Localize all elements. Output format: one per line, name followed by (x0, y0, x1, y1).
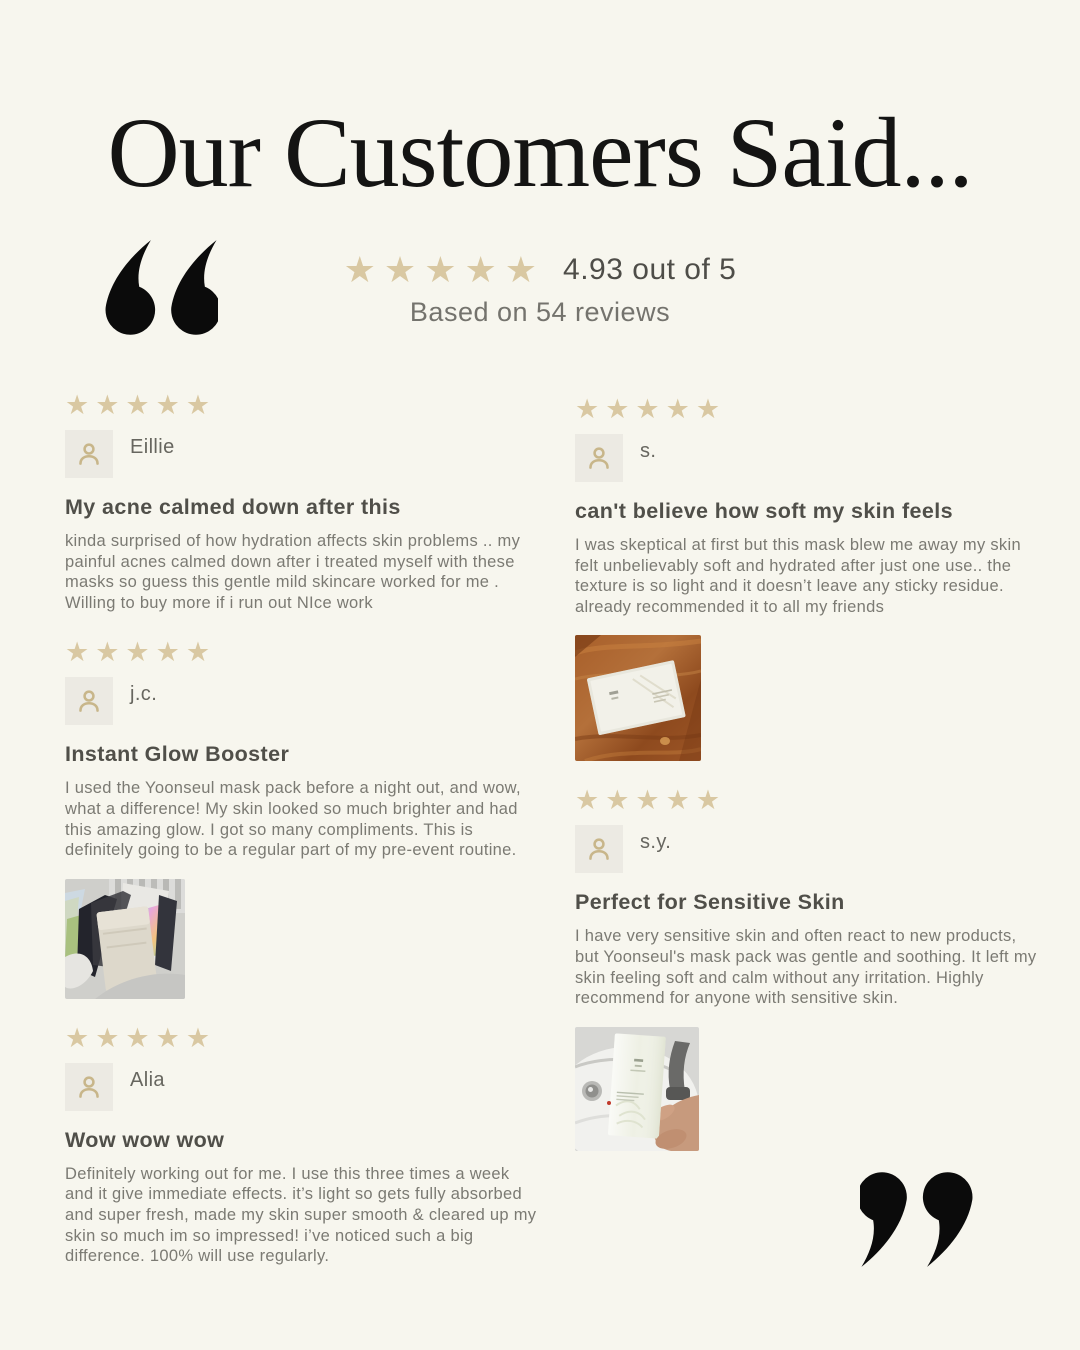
star-rating: ★★★★★ (65, 390, 217, 420)
review-card-eillie (65, 392, 537, 613)
reviewer-name: j.c. (130, 683, 158, 706)
review-body: kinda surprised of how hydration affects skin problems .. my painful acnes calmed down after i treated myself with these masks so guess this gentle mild skincare worked for me . Willing to buy more if i run out NIce work (65, 532, 521, 612)
summary-star-rating: ★★★★★ (343, 249, 546, 290)
user-silhouette-icon (73, 685, 105, 717)
avatar (65, 677, 113, 725)
reviewer-row (65, 677, 537, 725)
review-photo-mask-pack-on-wooden-table[interactable] (575, 635, 1041, 761)
star-rating: ★★★★★ (65, 637, 217, 668)
reviews-column-right (575, 396, 1041, 1177)
reviewer-row (575, 434, 1041, 482)
reviewer-name: s.y. (640, 831, 672, 854)
reviewer-name: Eillie (130, 436, 175, 458)
reviewer-row (575, 825, 1041, 873)
user-silhouette-icon (73, 438, 105, 470)
review-body: I used the Yoonseul mask pack before a night out, and wow, what a difference! My skin looked so much brighter and had this amazing glow. I got so many compliments. This is definitely going to be a regular part of my pre-event routine. (65, 779, 521, 860)
reviewer-row (65, 1063, 537, 1111)
reviewer-name: s. (640, 440, 657, 462)
rating-summary (0, 249, 1080, 328)
review-body: I have very sensitive skin and often react to new products, but Yoonseul's mask pack was gentle and soothing. It left my skin feeling soft and calm without any irritation. Highly recommend for anyone with sensitive skin. (575, 927, 1037, 1008)
review-photo-hand-holding-mask-pack-over-sink[interactable] (575, 1027, 1041, 1151)
user-silhouette-icon (73, 1071, 105, 1103)
star-rating: ★★★★★ (65, 1022, 217, 1053)
avatar (575, 825, 623, 873)
close-quote-icon (860, 1172, 984, 1267)
avatar (65, 1063, 113, 1111)
summary-rating-value: 4.93 out of 5 (563, 253, 737, 286)
review-body: I was skeptical at first but this mask blew me away my skin felt unbelievably soft and hydrated after just one use.. the texture is so light and it doesn’t leave any sticky residue. already recommended it to all my friends (575, 536, 1021, 616)
summary-review-count: Based on 54 reviews (409, 297, 671, 327)
star-rating: ★★★★★ (575, 785, 727, 816)
review-title: My acne calmed down after this (65, 495, 401, 519)
avatar (65, 430, 113, 478)
review-title: Perfect for Sensitive Skin (575, 890, 845, 915)
star-rating: ★★★★★ (575, 394, 727, 424)
reviews-column-left (65, 392, 537, 1293)
user-silhouette-icon (583, 833, 615, 865)
review-title: Instant Glow Booster (65, 742, 290, 767)
reviewer-row (65, 430, 537, 478)
review-card-jc (65, 639, 537, 998)
review-card-sy (575, 787, 1041, 1150)
review-card-s (575, 396, 1041, 761)
review-card-alia (65, 1022, 537, 1267)
review-body: Definitely working out for me. I use this three times a week and it give immediate effects. it’s light so gets fully absorbed and super fresh, made my skin super smooth & cleared up my skin so much im so impressed! i’ve noticed such a big difference. 100% will use regularly. (65, 1164, 537, 1266)
review-title: can't believe how soft my skin feels (575, 499, 953, 523)
page-title: Our Customers Said... (107, 97, 973, 208)
review-title: Wow wow wow (65, 1127, 225, 1152)
avatar (575, 434, 623, 482)
reviewer-name: Alia (130, 1068, 165, 1091)
review-photo-mask-packs-in-storage-basket[interactable] (65, 879, 537, 999)
user-silhouette-icon (583, 442, 615, 474)
